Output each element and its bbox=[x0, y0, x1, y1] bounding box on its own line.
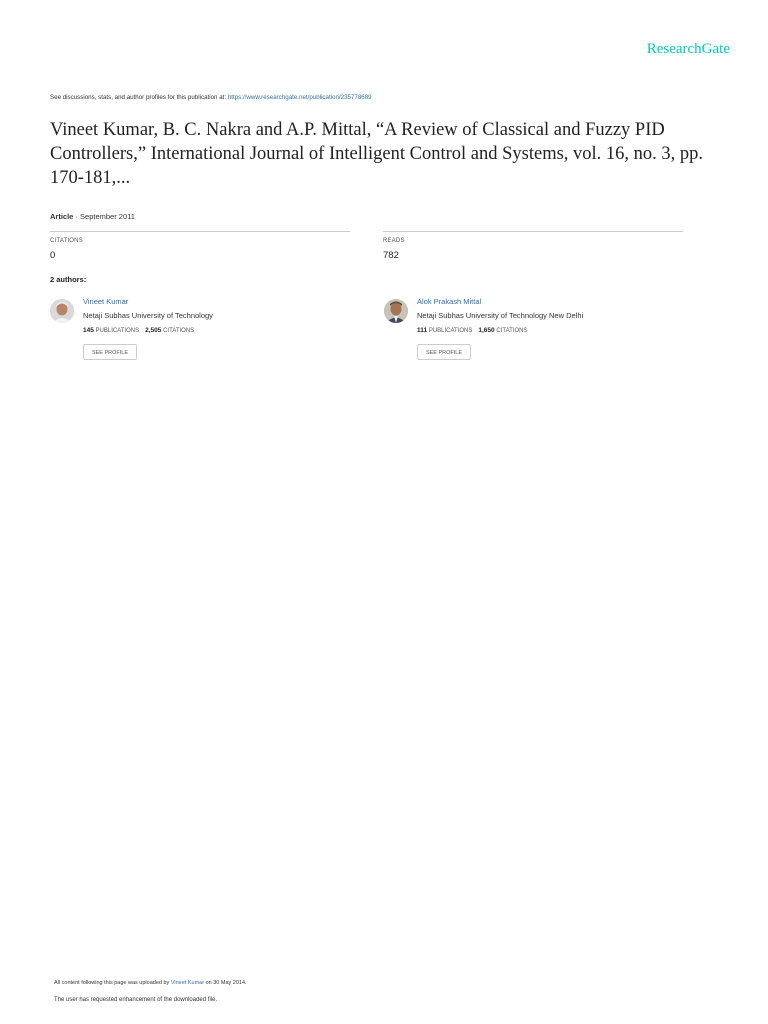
publication-link[interactable]: https://www.researchgate.net/publication/235778689 bbox=[227, 94, 372, 101]
upload-note bbox=[54, 980, 247, 986]
author-name-link[interactable]: Alok Prakash Mittal bbox=[417, 297, 482, 306]
author-institution: Netaji Subhas University of Technology bbox=[83, 311, 213, 320]
avatar[interactable] bbox=[50, 299, 74, 323]
article-date: September 2011 bbox=[80, 212, 135, 221]
publications-count: 145 bbox=[83, 327, 94, 334]
article-type: Article bbox=[50, 212, 74, 221]
author-stats bbox=[417, 327, 527, 334]
citations-label: CITATIONS bbox=[496, 328, 528, 334]
author-institution: Netaji Subhas University of Technology New Delhi bbox=[417, 311, 584, 320]
citations-count: 2,505 bbox=[145, 327, 162, 334]
author-name-link[interactable]: Vineet Kumar bbox=[83, 297, 129, 306]
upload-prefix: All content following this page was uploaded by bbox=[54, 980, 171, 986]
author-card bbox=[50, 297, 350, 367]
citations-count: 1,650 bbox=[478, 327, 495, 334]
reads-label: READS bbox=[383, 238, 405, 244]
publication-title: Vineet Kumar, B. C. Nakra and A.P. Mittal, “A Review of Classical and Fuzzy PID Controllers,” International Journal of Intelligent Control and Systems, vol. 16, no. 3, pp. 170-181,... bbox=[50, 120, 704, 188]
author-stats bbox=[83, 327, 194, 334]
avatar[interactable] bbox=[384, 299, 408, 323]
reads-divider bbox=[383, 231, 683, 232]
authors-heading: 2 authors: bbox=[50, 275, 87, 284]
publications-label: PUBLICATIONS bbox=[428, 328, 473, 334]
publications-label: PUBLICATIONS bbox=[95, 328, 140, 334]
citations-value: 0 bbox=[50, 250, 56, 261]
citations-label: CITATIONS bbox=[163, 328, 195, 334]
reads-value: 782 bbox=[383, 250, 399, 261]
publications-count: 111 bbox=[417, 327, 428, 334]
see-profile-button[interactable]: SEE PROFILE bbox=[83, 344, 137, 360]
enhancement-note: The user has requested enhancement of the downloaded file. bbox=[54, 997, 218, 1003]
see-profile-button[interactable]: SEE PROFILE bbox=[417, 344, 471, 360]
citations-label: CITATIONS bbox=[50, 238, 83, 244]
discussion-prefix: See discussions, stats, and author profiles for this publication at: bbox=[50, 94, 228, 101]
article-meta bbox=[50, 212, 135, 221]
citations-divider bbox=[50, 231, 350, 232]
discussion-line bbox=[50, 94, 372, 101]
author-card bbox=[384, 297, 684, 367]
uploader-link[interactable]: Vineet Kumar bbox=[170, 980, 205, 986]
upload-suffix: on 30 May 2014. bbox=[204, 980, 247, 986]
meta-separator: · bbox=[73, 212, 81, 221]
researchgate-logo[interactable]: ResearchGate bbox=[646, 41, 730, 57]
